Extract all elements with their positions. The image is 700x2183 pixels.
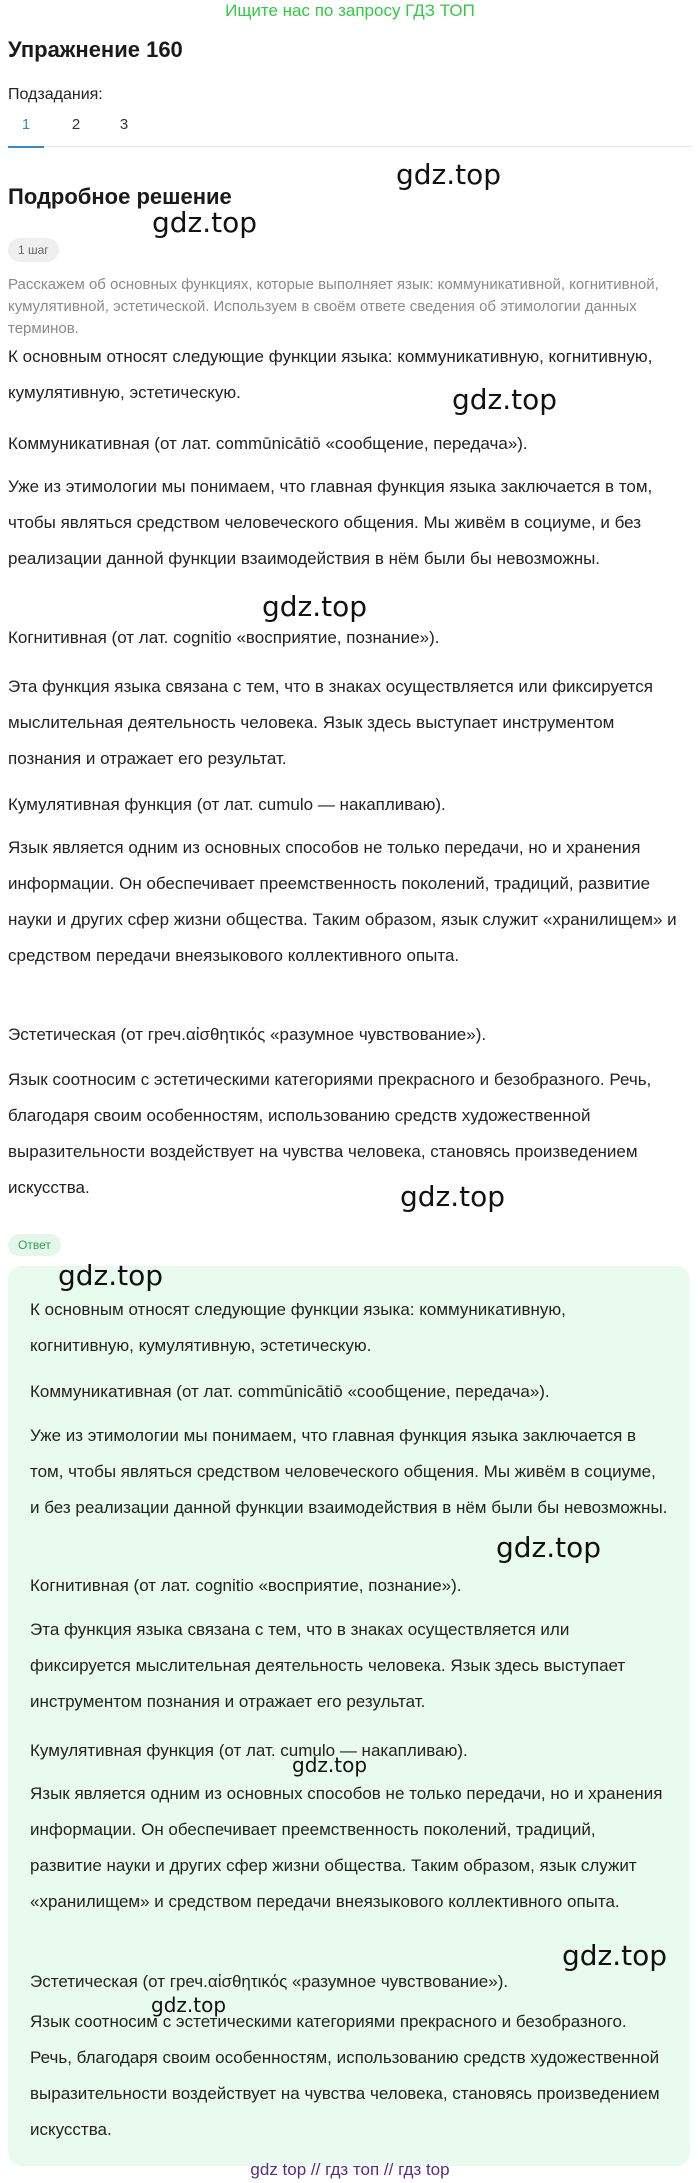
answer-badge: Ответ xyxy=(8,1234,61,1256)
watermark: gdz.top xyxy=(152,206,258,239)
solution-hint: Расскажем об основных функциях, которые выполняет язык: коммуникативной, когнитивной, кумулятивной, эстетической. Используем в своём ответе сведения об этимологии данных терминов. xyxy=(8,276,659,337)
answer-paragraph: Эта функция языка связана с тем, что в знаках осуществляется или фиксируется мыслительная деятельность человека. Язык здесь выступает инструментом познания и отражает его результат. xyxy=(30,1620,626,1711)
watermark: gdz.top xyxy=(58,1259,164,1292)
tab-1[interactable]: 1 xyxy=(8,116,44,147)
answer-paragraph: Язык соотносим с эстетическими категориями прекрасного и безобразного. Речь, благодаря своим особенностям, использованию средств художественной выразительности воздействует на чувства человека, становясь произведением искусства. xyxy=(30,2012,660,2139)
watermark: gdz.top xyxy=(396,158,502,191)
solution-paragraph: Эта функция языка связана с тем, что в знаках осуществляется или фиксируется мыслительная деятельность человека. Язык здесь выступает инструментом познания и отражает его результат. xyxy=(8,677,653,768)
answer-paragraph: Коммуникативная (от лат. commūnicātiō «сообщение, передача»). xyxy=(30,1382,550,1401)
solution-paragraph: Язык соотносим с эстетическими категориями прекрасного и безобразного. Речь, благодаря своим особенностям, использованию средств художественной выразительности воздействует на чувства человека, становясь произведением искусства. xyxy=(8,1070,652,1197)
watermark: gdz.top xyxy=(151,1993,227,2017)
solution-paragraph: Когнитивная (от лат. cognitio «восприятие, познание»). xyxy=(8,628,440,647)
answer-paragraph: К основным относят следующие функции языка: коммуникативную, когнитивную, кумулятивную, эстетическую. xyxy=(30,1300,566,1355)
search-promo-banner: Ищите нас по запросу ГДЗ ТОП xyxy=(225,1,475,20)
solution-paragraph: Уже из этимологии мы понимаем, что главная функция языка заключается в том, чтобы являться средством человеческого общения. Мы живём в социуме, и без реализации данной функции взаимодействия в нём были бы невозможны. xyxy=(8,477,653,568)
solution-paragraph: Язык является одним из основных способов не только передачи, но и хранения информации. Он обеспечивает преемственность поколений, традиций, развитие науки и других сфер жизни общества. Таким образом, язык служит «хранилищем» и средством передачи внеязыкового коллективного опыта. xyxy=(8,838,677,965)
watermark: gdz.top xyxy=(262,590,368,623)
solution-paragraph: Коммуникативная (от лат. commūnicātiō «сообщение, передача»). xyxy=(8,434,528,453)
subtask-tabs xyxy=(8,113,692,147)
solution-paragraph: Эстетическая (от греч.αἰσθητικός «разумное чувствование»). xyxy=(8,1025,487,1044)
answer-paragraph: Когнитивная (от лат. cognitio «восприятие, познание»). xyxy=(30,1576,462,1595)
watermark: gdz.top xyxy=(292,1753,368,1777)
answer-paragraph: Кумулятивная функция (от лат. cumulo — накапливаю). xyxy=(30,1741,468,1760)
answer-paragraph: Эстетическая (от греч.αἰσθητικός «разумное чувствование»). xyxy=(30,1972,509,1991)
watermark: gdz.top xyxy=(496,1531,602,1564)
solution-heading: Подробное решение xyxy=(8,184,232,209)
solution-paragraph: Кумулятивная функция (от лат. cumulo — накапливаю). xyxy=(8,795,446,814)
watermark: gdz.top xyxy=(452,383,558,416)
solution-paragraph: К основным относят следующие функции языка: коммуникативную, когнитивную, кумулятивную, эстетическую. xyxy=(8,347,653,402)
subtasks-label: Подзадания: xyxy=(8,86,103,103)
watermark: gdz.top xyxy=(562,1939,668,1972)
step-badge: 1 шаг xyxy=(8,238,59,262)
tab-3[interactable]: 3 xyxy=(119,116,129,133)
watermark: gdz.top xyxy=(400,1180,506,1213)
page-title: Упражнение 160 xyxy=(8,37,183,62)
tab-2[interactable]: 2 xyxy=(71,116,81,133)
footer-watermark: gdz top // гдз топ // гдз top xyxy=(250,2160,450,2179)
answer-paragraph: Уже из этимологии мы понимаем, что главная функция языка заключается в том, чтобы являться средством человеческого общения. Мы живём в социуме, и без реализации данной функции взаимодействия в нём были бы невозможны. xyxy=(30,1426,668,1517)
answer-paragraph: Язык является одним из основных способов не только передачи, но и хранения информации. Он обеспечивает преемственность поколений, традиций, развитие науки и других сфер жизни общества. Таким образом, язык служит «хранилищем» и средством передачи внеязыкового коллективного опыта. xyxy=(30,1784,663,1911)
